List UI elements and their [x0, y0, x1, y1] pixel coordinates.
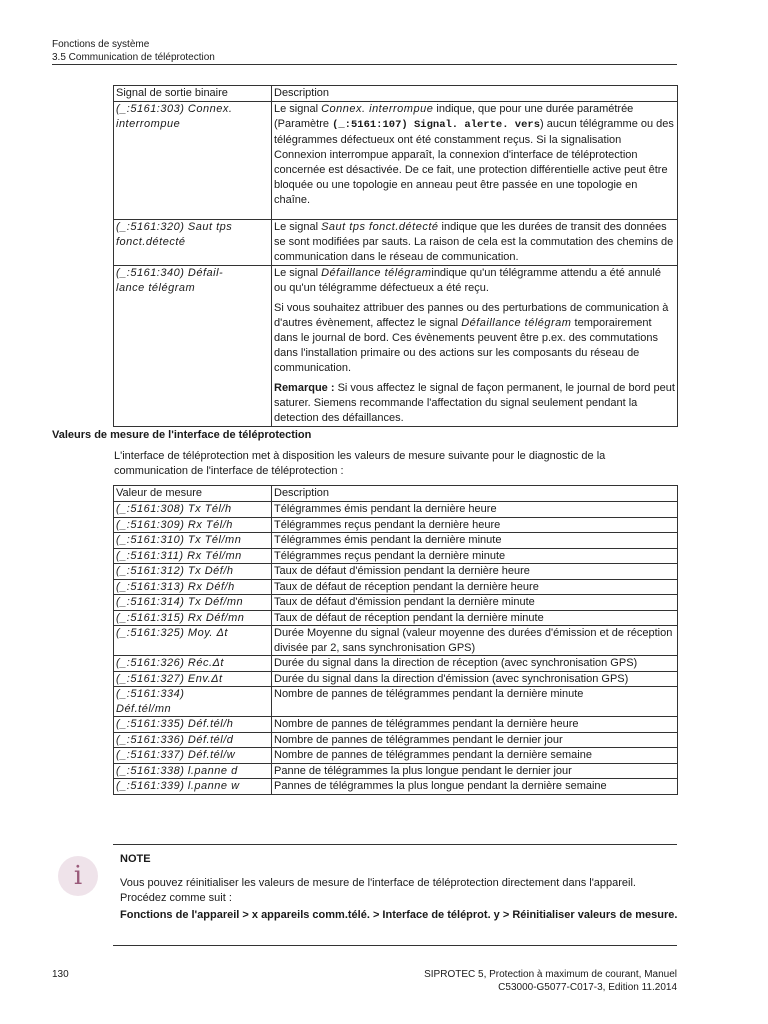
signal-id-cont: lance télégram — [116, 282, 196, 294]
value-id: (_:5161:337) Déf.tél/w — [114, 748, 272, 764]
table-row — [114, 502, 678, 518]
running-header-section: 3.5 Communication de téléprotection — [52, 52, 215, 63]
value-id: (_:5161:326) Réc.Δt — [114, 656, 272, 672]
signal-id-cont: interrompue — [116, 118, 181, 130]
table-row — [114, 564, 678, 580]
column-header: Valeur de mesure — [114, 486, 272, 502]
value-id: (_:5161:310) Tx Tél/mn — [114, 533, 272, 549]
signal-id-cont: fonct.détecté — [116, 236, 186, 248]
info-icon: i — [58, 856, 98, 896]
footer-doc-number: C53000-G5077-C017-3, Edition 11.2014 — [498, 982, 677, 993]
table-row — [114, 763, 678, 779]
table-row — [114, 533, 678, 549]
value-description: Panne de télégrammes la plus longue pendant le dernier jour — [272, 763, 678, 779]
table-row — [114, 595, 678, 611]
value-id: (_:5161:335) Déf.tél/h — [114, 717, 272, 733]
description-cell — [272, 102, 678, 220]
note-divider-top — [113, 844, 677, 845]
table-row — [114, 779, 678, 795]
value-description: Nombre de pannes de télégrammes pendant la dernière minute — [272, 687, 678, 717]
table-header-row — [114, 486, 678, 502]
value-description: Télégrammes reçus pendant la dernière heure — [272, 517, 678, 533]
value-id: (_:5161:312) Tx Déf/h — [114, 564, 272, 580]
value-id: (_:5161:309) Rx Tél/h — [114, 517, 272, 533]
table-row — [114, 220, 678, 266]
value-id: (_:5161:314) Tx Déf/mn — [114, 595, 272, 611]
value-description: Taux de défaut de réception pendant la dernière heure — [272, 579, 678, 595]
description-cell — [272, 220, 678, 266]
column-header: Description — [272, 86, 678, 102]
description-text: Le signal Saut tps fonct.détecté indique que les durées de transit des données se sont modifiées par sauts. La raison de cela est la commutation des chemins de communication dans le réseau de communication. — [274, 221, 674, 263]
description-text: Si vous souhaitez attribuer des pannes ou des perturbations de communication à d'autres évènement, affectez le signal Défaillance télégram temporairement dans le journal de bord. Ces évènements peuvent être p.ex. des commutations dans l'installation primaire ou des actions sur les composants du réseau de communication. — [274, 302, 669, 374]
page-number: 130 — [52, 969, 69, 980]
value-id: (_:5161:338) l.panne d — [114, 763, 272, 779]
value-description: Taux de défaut d'émission pendant la dernière heure — [272, 564, 678, 580]
table-row — [114, 732, 678, 748]
table-row — [114, 748, 678, 764]
note-menu-path: Fonctions de l'appareil > x appareils comm.télé. > Interface de téléprot. y > Réinitialiser valeurs de mesure. — [120, 909, 678, 921]
description-text: Le signal Connex. interrompue indique, que pour une durée paramétrée (Paramètre (_:5161:107) Signal. alerte. vers) aucun télégramme ou des télégrammes défectueux ont été constamment reçus. Si la signalisation Connexion interrompue apparaît, la connexion d'interface de téléprotection concernée est désactivée. De ce fait, une protection différentielle active peut être bloquée ou une topologie en anneau peut être passée en une topologie en chaîne. — [274, 103, 674, 206]
value-description: Télégrammes émis pendant la dernière minute — [272, 533, 678, 549]
table-row — [114, 626, 678, 656]
header-divider — [52, 64, 677, 65]
note-divider-bottom — [113, 945, 677, 946]
signal-cell — [114, 266, 272, 427]
value-description: Télégrammes reçus pendant la dernière minute — [272, 548, 678, 564]
value-id: (_:5161:311) Rx Tél/mn — [114, 548, 272, 564]
value-description: Nombre de pannes de télégrammes pendant la dernière semaine — [272, 748, 678, 764]
table-row — [114, 610, 678, 626]
table-row — [114, 102, 678, 220]
table-header-row — [114, 86, 678, 102]
value-id: (_:5161:339) l.panne w — [114, 779, 272, 795]
value-id: (_:5161:313) Rx Déf/h — [114, 579, 272, 595]
signal-cell — [114, 102, 272, 220]
section-intro: L'interface de téléprotection met à disposition les valeurs de mesure suivante pour le diagnostic de la communication de l'interface de téléprotection : — [114, 450, 606, 477]
table-row — [114, 548, 678, 564]
remark-text: Remarque : Si vous affectez le signal de façon permanent, le journal de bord peut saturer. Siemens recommande l'affectation du signal seulement pendant la detection des défaillances. — [274, 382, 675, 424]
table-row — [114, 656, 678, 672]
value-description: Nombre de pannes de télégrammes pendant le dernier jour — [272, 732, 678, 748]
value-description: Taux de défaut de réception pendant la dernière minute — [272, 610, 678, 626]
description-cell — [272, 266, 678, 427]
table-row — [114, 579, 678, 595]
value-description: Durée du signal dans la direction de réception (avec synchronisation GPS) — [272, 656, 678, 672]
note-body: Vous pouvez réinitialiser les valeurs de mesure de l'interface de téléprotection directement dans l'appareil. Procédez comme suit : — [120, 877, 636, 904]
section-heading: Valeurs de mesure de l'interface de téléprotection — [52, 429, 312, 441]
table-row — [114, 517, 678, 533]
note-title: NOTE — [120, 853, 151, 865]
value-description: Pannes de télégrammes la plus longue pendant la dernière semaine — [272, 779, 678, 795]
signal-cell — [114, 220, 272, 266]
running-header-chapter: Fonctions de système — [52, 39, 150, 50]
value-id: (_:5161:325) Moy. Δt — [114, 626, 272, 656]
description-text: Le signal Défaillance télégramindique qu'un télégramme attendu a été annulé ou qu'un télégramme défectueux a été reçu. — [274, 267, 661, 294]
signal-id: (_:5161:303) Connex. — [116, 103, 233, 115]
value-id: (_:5161:327) Env.Δt — [114, 671, 272, 687]
value-description: Taux de défaut d'émission pendant la dernière minute — [272, 595, 678, 611]
signal-id: (_:5161:340) Défail- — [116, 267, 224, 279]
signal-id: (_:5161:320) Saut tps — [116, 221, 233, 233]
column-header: Description — [272, 486, 678, 502]
table-row — [114, 687, 678, 717]
table-row — [114, 671, 678, 687]
table-row — [114, 717, 678, 733]
value-id: (_:5161:315) Rx Déf/mn — [114, 610, 272, 626]
value-description: Télégrammes émis pendant la dernière heure — [272, 502, 678, 518]
value-id: (_:5161:334) Déf.tél/mn — [114, 687, 272, 717]
value-id: (_:5161:308) Tx Tél/h — [114, 502, 272, 518]
value-description: Durée du signal dans la direction d'émission (avec synchronisation GPS) — [272, 671, 678, 687]
value-id: (_:5161:336) Déf.tél/d — [114, 732, 272, 748]
measured-values-table — [113, 485, 678, 795]
value-description: Durée Moyenne du signal (valeur moyenne des durées d'émission et de réception divisée par 2, sans synchronisation GPS) — [272, 626, 678, 656]
footer-title: SIPROTEC 5, Protection à maximum de courant, Manuel — [424, 969, 677, 980]
column-header: Signal de sortie binaire — [114, 86, 272, 102]
table-row — [114, 266, 678, 427]
binary-signal-table — [113, 85, 678, 427]
value-description: Nombre de pannes de télégrammes pendant la dernière heure — [272, 717, 678, 733]
